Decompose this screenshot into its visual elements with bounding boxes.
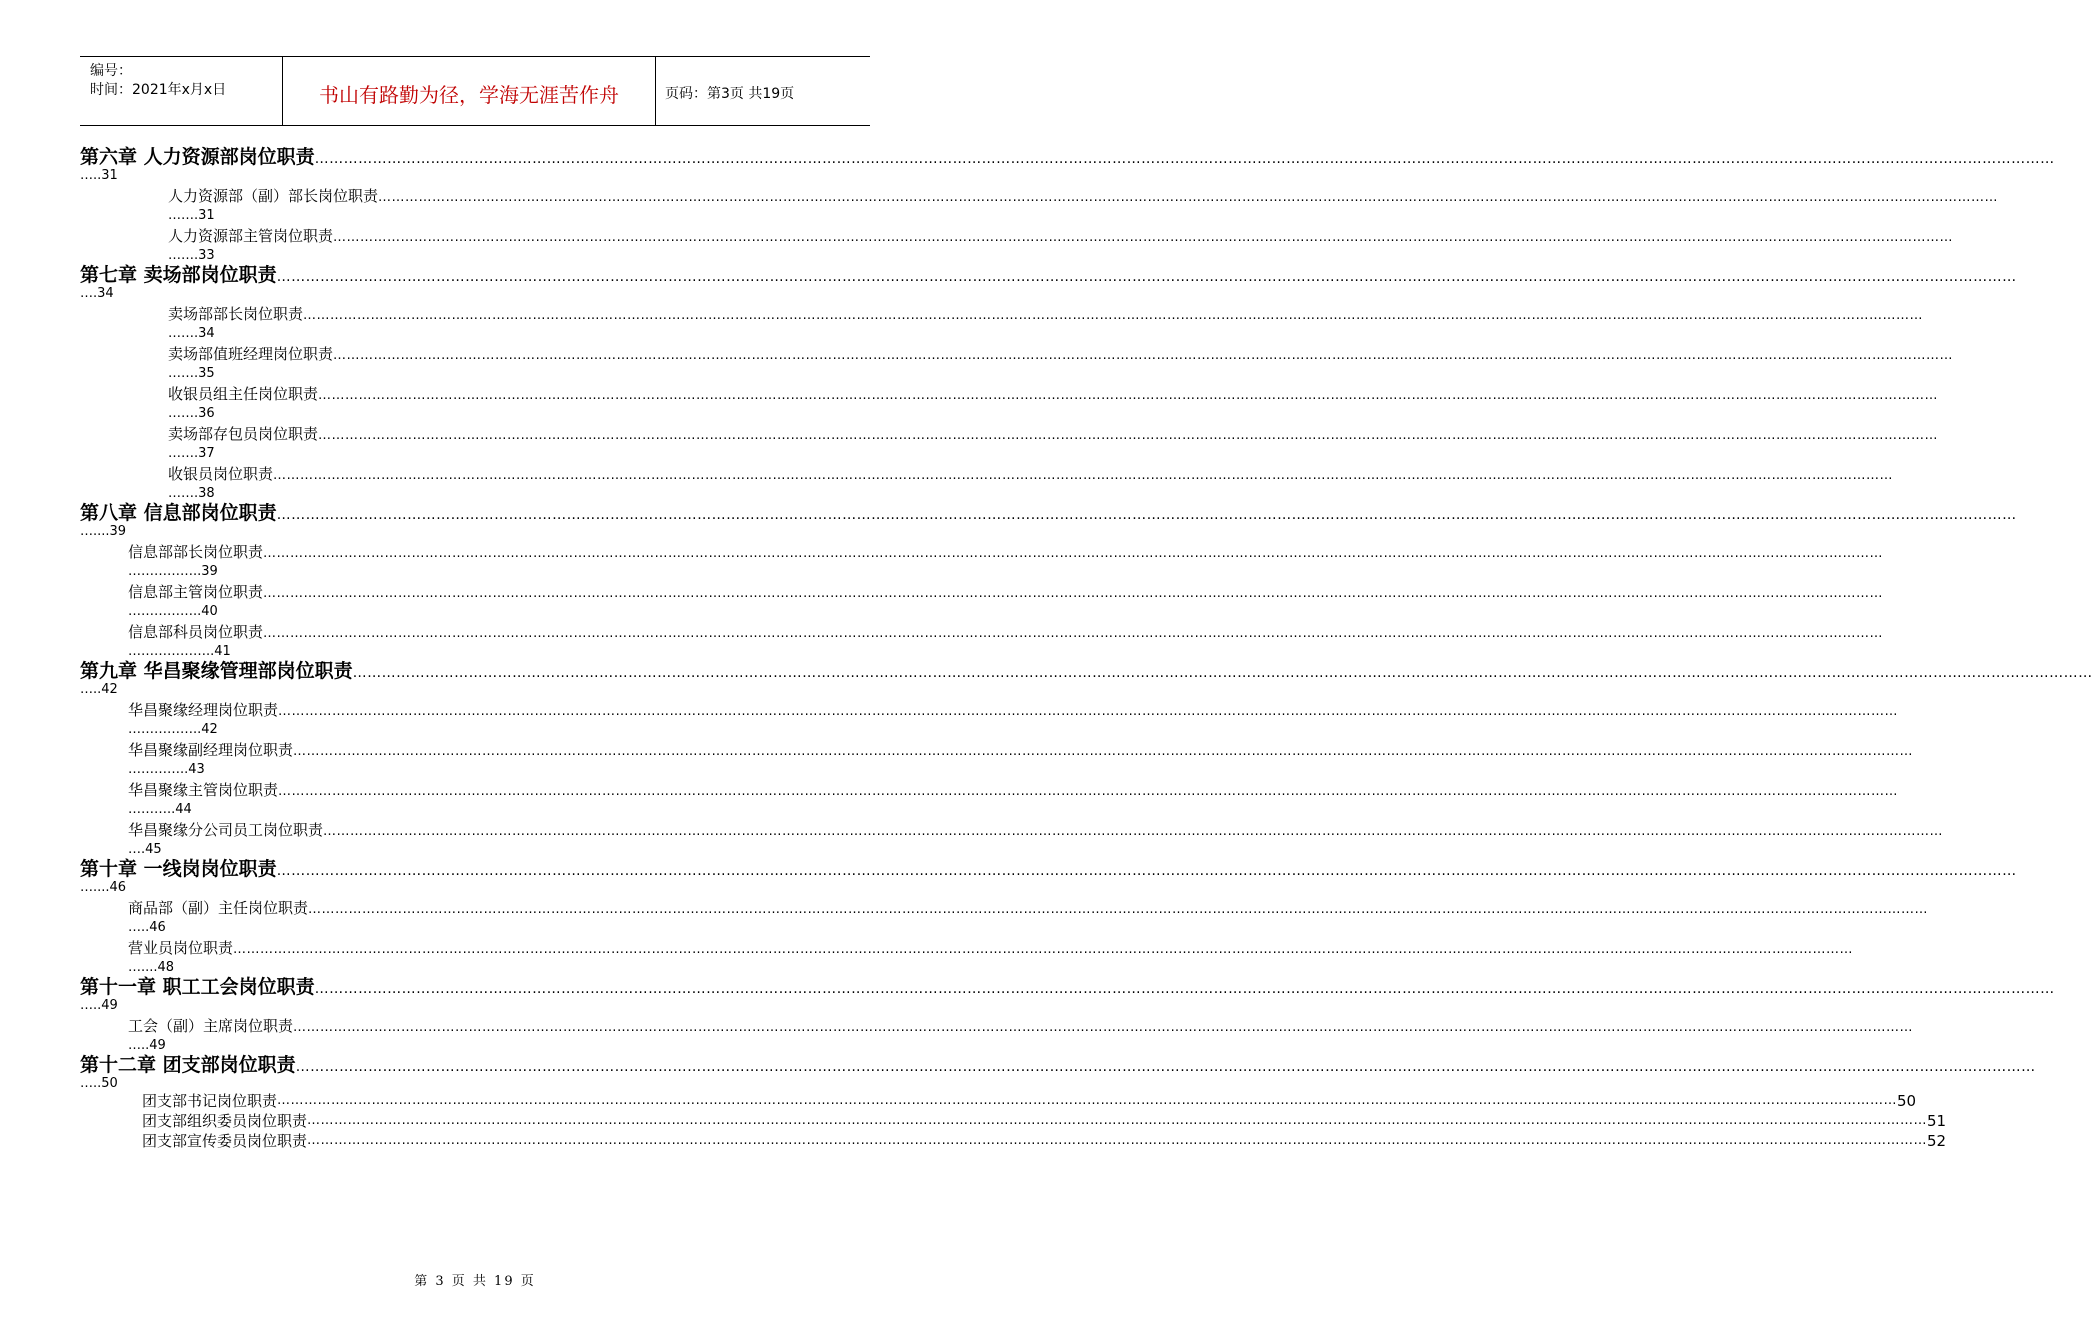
- toc-leader-dots: ………………………………………………………………………………………………………………………………………………………………………………………………………………………………………………………………………………………………………………………………: [314, 151, 2055, 167]
- toc-entry-title: 第九章 华昌聚缘管理部岗位职责: [80, 660, 353, 682]
- toc-leader-dots: ………………………………………………………………………………………………………………………………………………………………………………………………………………………………………………………………………………………………………………………………: [263, 586, 1884, 601]
- toc-section-entry[interactable]: [80, 421, 1939, 461]
- toc-entry-title-line: [80, 1053, 2036, 1077]
- document-number-label: 编号：: [90, 63, 132, 79]
- toc-leader-dots: ………………………………………………………………………………………………………………………………………………………………………………………………………………………………………………………………………………………………………………………………: [295, 1059, 2036, 1075]
- toc-entry-page-number: …....48: [128, 960, 175, 975]
- toc-entry-page-number: 50: [1897, 1092, 1917, 1110]
- toc-entry-title-line: [80, 895, 1929, 921]
- toc-section-entry[interactable]: [80, 737, 1914, 777]
- toc-entry-title-line: [80, 263, 2017, 287]
- toc-section-entry[interactable]: [80, 301, 1924, 341]
- toc-entry-title-line: [80, 975, 2055, 999]
- toc-leader-dots: ………………………………………………………………………………………………………………………………………………………………………………………………………………………………………………………………………………………………………………………………: [273, 468, 1894, 483]
- toc-entry-page-number: ………..44: [128, 802, 192, 817]
- toc-entry-title-line: [80, 1091, 1917, 1111]
- toc-section-entry[interactable]: [80, 341, 1954, 381]
- toc-entry-title: 人力资源部（副）部长岗位职责: [168, 187, 379, 205]
- toc-entry-title-line: [80, 183, 1999, 209]
- toc-section-entry[interactable]: [80, 817, 1944, 857]
- toc-leader-dots: ………………………………………………………………………………………………………………………………………………………………………………………………………………………………………………………………………………………………………………………………: [293, 1020, 1914, 1035]
- toc-entry-title: 第七章 卖场部岗位职责: [80, 264, 277, 286]
- toc-entry-title-line: [80, 421, 1939, 447]
- toc-entry-title: 团支部宣传委员岗位职责: [142, 1132, 308, 1150]
- toc-leader-dots: ………………………………………………………………………………………………………………………………………………………………………………………………………………………………………………………………………………………………………………………………: [318, 388, 1939, 403]
- header-motto-cell: [282, 57, 656, 125]
- toc-chapter-entry[interactable]: [80, 1053, 2036, 1091]
- toc-chapter-entry[interactable]: [80, 857, 2017, 895]
- toc-entry-title-line: [80, 619, 1884, 645]
- toc-entry-page-number: …..49: [128, 1038, 166, 1053]
- page-footer: 第 3 页 共 19 页: [414, 1274, 536, 1289]
- toc-entry-title-line: [80, 301, 1924, 327]
- toc-entry-title-line: [80, 857, 2017, 881]
- toc-entry-page-number: …….31: [168, 208, 215, 223]
- toc-entry-title: 第六章 人力资源部岗位职责: [80, 146, 315, 168]
- toc-entry-title: 营业员岗位职责: [128, 939, 234, 957]
- toc-entry-title: 信息部主管岗位职责: [128, 583, 264, 601]
- toc-section-entry[interactable]: [80, 579, 1884, 619]
- toc-entry-title-line: [80, 579, 1884, 605]
- toc-section-entry[interactable]: [80, 381, 1939, 421]
- toc-leader-dots: ………………………………………………………………………………………………………………………………………………………………………………………………………………………………………………………………………………………………………………………………: [293, 744, 1914, 759]
- toc-entry-page-number: …….36: [168, 406, 215, 421]
- toc-entry-title-line: [80, 1013, 1914, 1039]
- toc-leader-dots: ………………………………………………………………………………………………………………………………………………………………………………………………………………………………………………………………………………………………………………………………: [303, 308, 1924, 323]
- toc-entry-title: 收银员组主任岗位职责: [168, 385, 319, 403]
- toc-entry-title-line: [80, 777, 1899, 803]
- toc-leader-dots: ………………………………………………………………………………………………………………………………………………………………………………………………………………………………………………………………………………………………………………………………: [352, 665, 2093, 681]
- toc-leader-dots: ………………………………………………………………………………………………………………………………………………………………………………………………………………………………………………………………………………………………………………………………: [308, 902, 1929, 917]
- toc-entry-title: 信息部部长岗位职责: [128, 543, 264, 561]
- toc-entry-title-line: [80, 223, 1954, 249]
- toc-chapter-entry[interactable]: [80, 263, 2017, 301]
- toc-entry-title-line: [80, 341, 1954, 367]
- toc-entry-title-line: [80, 501, 2017, 525]
- toc-entry-page-number: 52: [1927, 1132, 1947, 1150]
- toc-entry-title-line: [80, 659, 2093, 683]
- toc-entry-title: 卖场部存包员岗位职责: [168, 425, 319, 443]
- toc-entry-page-number: ….45: [128, 842, 162, 857]
- toc-entry-page-number: ……………..40: [128, 604, 218, 619]
- toc-entry-page-number: …………..43: [128, 762, 205, 777]
- toc-entry-title: 卖场部值班经理岗位职责: [168, 345, 334, 363]
- toc-entry-title-line: [80, 1131, 1947, 1151]
- toc-entry-page-number: …….37: [168, 446, 215, 461]
- toc-entry-title: 卖场部部长岗位职责: [168, 305, 304, 323]
- toc-leader-dots: ………………………………………………………………………………………………………………………………………………………………………………………………………………………………………………………………………………………………………………………………: [263, 626, 1884, 641]
- toc-leader-dots: ………………………………………………………………………………………………………………………………………………………………………………………………………………………………………………………………………………………………………………………………: [276, 507, 2017, 523]
- toc-section-entry[interactable]: [80, 697, 1899, 737]
- toc-entry-page-number: …..50: [80, 1076, 118, 1091]
- toc-leader-dots: ………………………………………………………………………………………………………………………………………………………………………………………………………………………………………………………………………………………………………………………………: [333, 230, 1954, 245]
- toc-section-entry[interactable]: [80, 935, 1854, 975]
- toc-section-entry[interactable]: [80, 777, 1899, 817]
- toc-entry-page-number: …..49: [80, 998, 118, 1013]
- toc-section-entry[interactable]: [80, 1091, 1917, 1111]
- toc-section-entry[interactable]: [80, 895, 1929, 935]
- toc-entry-title-line: [80, 737, 1914, 763]
- toc-leader-dots: ………………………………………………………………………………………………………………………………………………………………………………………………………………………………………………………………………………………………………………………………: [263, 546, 1884, 561]
- toc-entry-title: 华昌聚缘经理岗位职责: [128, 701, 279, 719]
- toc-entry-page-number: ……………..39: [128, 564, 218, 579]
- toc-entry-page-number: …..46: [128, 920, 166, 935]
- toc-entry-title: 华昌聚缘分公司员工岗位职责: [128, 821, 324, 839]
- toc-entry-title: 华昌聚缘主管岗位职责: [128, 781, 279, 799]
- toc-entry-title: 信息部科员岗位职责: [128, 623, 264, 641]
- toc-leader-dots: ………………………………………………………………………………………………………………………………………………………………………………………………………………………………………………………………………………………………………………………………: [323, 824, 1944, 839]
- toc-entry-title-line: [80, 935, 1854, 961]
- toc-section-entry[interactable]: [80, 1111, 1947, 1131]
- toc-leader-dots: ………………………………………………………………………………………………………………………………………………………………………………………………………………………………………………………………………………………………………………………………: [277, 1093, 1898, 1108]
- toc-entry-title: 工会（副）主席岗位职责: [128, 1017, 294, 1035]
- toc-entry-title-line: [80, 539, 1884, 565]
- toc-section-entry[interactable]: [80, 183, 1999, 223]
- toc-leader-dots: ………………………………………………………………………………………………………………………………………………………………………………………………………………………………………………………………………………………………………………………………: [307, 1133, 1928, 1148]
- toc-entry-title: 团支部书记岗位职责: [142, 1092, 278, 1110]
- toc-entry-page-number: …….35: [168, 366, 215, 381]
- toc-entry-title: 商品部（副）主任岗位职责: [128, 899, 309, 917]
- toc-section-entry[interactable]: [80, 1131, 1947, 1151]
- toc-leader-dots: ………………………………………………………………………………………………………………………………………………………………………………………………………………………………………………………………………………………………………………………………: [333, 348, 1954, 363]
- toc-entry-page-number: ……………..42: [128, 722, 218, 737]
- toc-leader-dots: ………………………………………………………………………………………………………………………………………………………………………………………………………………………………………………………………………………………………………………………………: [278, 704, 1899, 719]
- toc-leader-dots: ………………………………………………………………………………………………………………………………………………………………………………………………………………………………………………………………………………………………………………………………: [276, 269, 2017, 285]
- toc-entry-page-number: 51: [1927, 1112, 1947, 1130]
- toc-entry-page-number: …....39: [80, 524, 127, 539]
- toc-leader-dots: ………………………………………………………………………………………………………………………………………………………………………………………………………………………………………………………………………………………………………………………………: [307, 1113, 1928, 1128]
- toc-entry-title-line: [80, 461, 1894, 487]
- toc-entry-title: 收银员岗位职责: [168, 465, 274, 483]
- toc-leader-dots: ………………………………………………………………………………………………………………………………………………………………………………………………………………………………………………………………………………………………………………………………: [278, 784, 1899, 799]
- toc-entry-title-line: [80, 1111, 1947, 1131]
- toc-section-entry[interactable]: [80, 223, 1954, 263]
- toc-leader-dots: ………………………………………………………………………………………………………………………………………………………………………………………………………………………………………………………………………………………………………………………………: [318, 428, 1939, 443]
- toc-entry-title-line: [80, 145, 2055, 169]
- toc-entry-title-line: [80, 697, 1899, 723]
- toc-entry-title: 团支部组织委员岗位职责: [142, 1112, 308, 1130]
- toc-entry-title: 第八章 信息部岗位职责: [80, 502, 277, 524]
- toc-entry-title: 华昌聚缘副经理岗位职责: [128, 741, 294, 759]
- toc-section-entry[interactable]: [80, 539, 1884, 579]
- header-page-cell: [655, 57, 870, 125]
- toc-section-entry[interactable]: [80, 1013, 1914, 1053]
- toc-entry-title: 第十一章 职工工会岗位职责: [80, 976, 315, 998]
- toc-entry-page-number: …..31: [80, 168, 118, 183]
- toc-entry-page-number: …….38: [168, 486, 215, 501]
- toc-entry-title-line: [80, 817, 1944, 843]
- page-header: [80, 56, 870, 126]
- toc-chapter-entry[interactable]: [80, 659, 2093, 697]
- toc-section-entry[interactable]: [80, 619, 1884, 659]
- toc-entry-title-line: [80, 381, 1939, 407]
- toc-chapter-entry[interactable]: [80, 975, 2055, 1013]
- toc-leader-dots: ………………………………………………………………………………………………………………………………………………………………………………………………………………………………………………………………………………………………………………………………: [233, 942, 1854, 957]
- toc-entry-page-number: …….33: [168, 248, 215, 263]
- toc-entry-page-number: …..42: [80, 682, 118, 697]
- table-of-contents: [80, 145, 2093, 1151]
- toc-entry-page-number: …….34: [168, 326, 215, 341]
- toc-entry-title: 第十章 一线岗岗位职责: [80, 858, 277, 880]
- toc-leader-dots: ………………………………………………………………………………………………………………………………………………………………………………………………………………………………………………………………………………………………………………………………: [314, 981, 2055, 997]
- header-meta-cell: [80, 57, 282, 125]
- toc-chapter-entry[interactable]: [80, 501, 2017, 539]
- toc-chapter-entry[interactable]: [80, 145, 2055, 183]
- toc-section-entry[interactable]: [80, 461, 1894, 501]
- toc-leader-dots: ………………………………………………………………………………………………………………………………………………………………………………………………………………………………………………………………………………………………………………………………: [276, 863, 2017, 879]
- toc-entry-title: 人力资源部主管岗位职责: [168, 227, 334, 245]
- toc-entry-page-number: …....46: [80, 880, 127, 895]
- toc-leader-dots: ………………………………………………………………………………………………………………………………………………………………………………………………………………………………………………………………………………………………………………………………: [378, 190, 1999, 205]
- document-date-label: 时间：2021年x月x日: [90, 82, 227, 98]
- header-page-info: 页码：第3页 共19页: [665, 86, 795, 102]
- toc-entry-page-number: ….34: [80, 286, 114, 301]
- header-motto: 书山有路勤为径，学海无涯苦作舟: [319, 83, 619, 107]
- toc-entry-title: 第十二章 团支部岗位职责: [80, 1054, 296, 1076]
- toc-entry-page-number: ………………..41: [128, 644, 231, 659]
